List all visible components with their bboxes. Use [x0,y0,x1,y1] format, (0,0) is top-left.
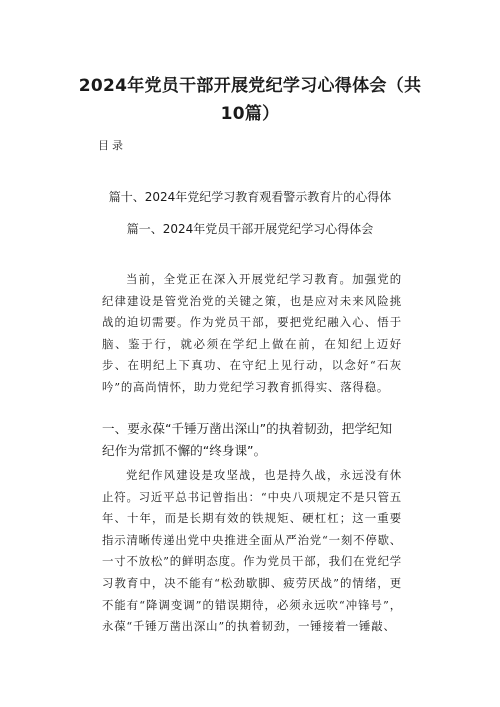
body-paragraph-1: 当前，全党正在深入开展党纪学习教育。加强党的纪律建设是管党治党的关键之策，也是应对未来风险挑战的迫切需要。作为党员干部，要把党纪融入心、悟于脑、鉴于行，就必须在学纪上做在前，在知纪上迈好步、在明纪上下真功、在守纪上见行动，以念好“石灰吟”的高尚情怀，助力党纪学习教育抓得实、落得稳。 [102,272,402,394]
body-paragraph-2: 党纪作风建设是攻坚战，也是持久战，永远没有休止符。习近平总书记曾指出：“中央八项规定不是只管五年、十年，而是长期有效的铁规矩、硬杠杠；这一重要指示清晰传递出党中央推进全面从严治党“一刻不停歇、一寸不放松”的鲜明态度。作为党员干部，我们在党纪学习教育中，决不能有“松劲歇脚、疲劳厌战”的情绪，更不能有“降调变调”的错误期待，必须永远吹“冲锋号”，永葆“千锤万凿出深山”的执着韧劲，一锤接着一锤敲、 [102,468,402,634]
section-heading-1: 一、要永葆“千锤万凿出深山”的执着韧劲，把学纪知纪作为常抓不懈的“终身课”。 [102,421,393,458]
toc-label: 目录 [98,139,126,152]
toc-entry-10: 篇十、2024年党纪学习教育观看警示教育片的心得体 [108,190,392,204]
document-title: 2024年党员干部开展党纪学习心得体会（共10篇） [78,76,422,124]
toc-entry-1: 篇一、2024年党员干部开展党纪学习心得体会 [126,222,374,236]
